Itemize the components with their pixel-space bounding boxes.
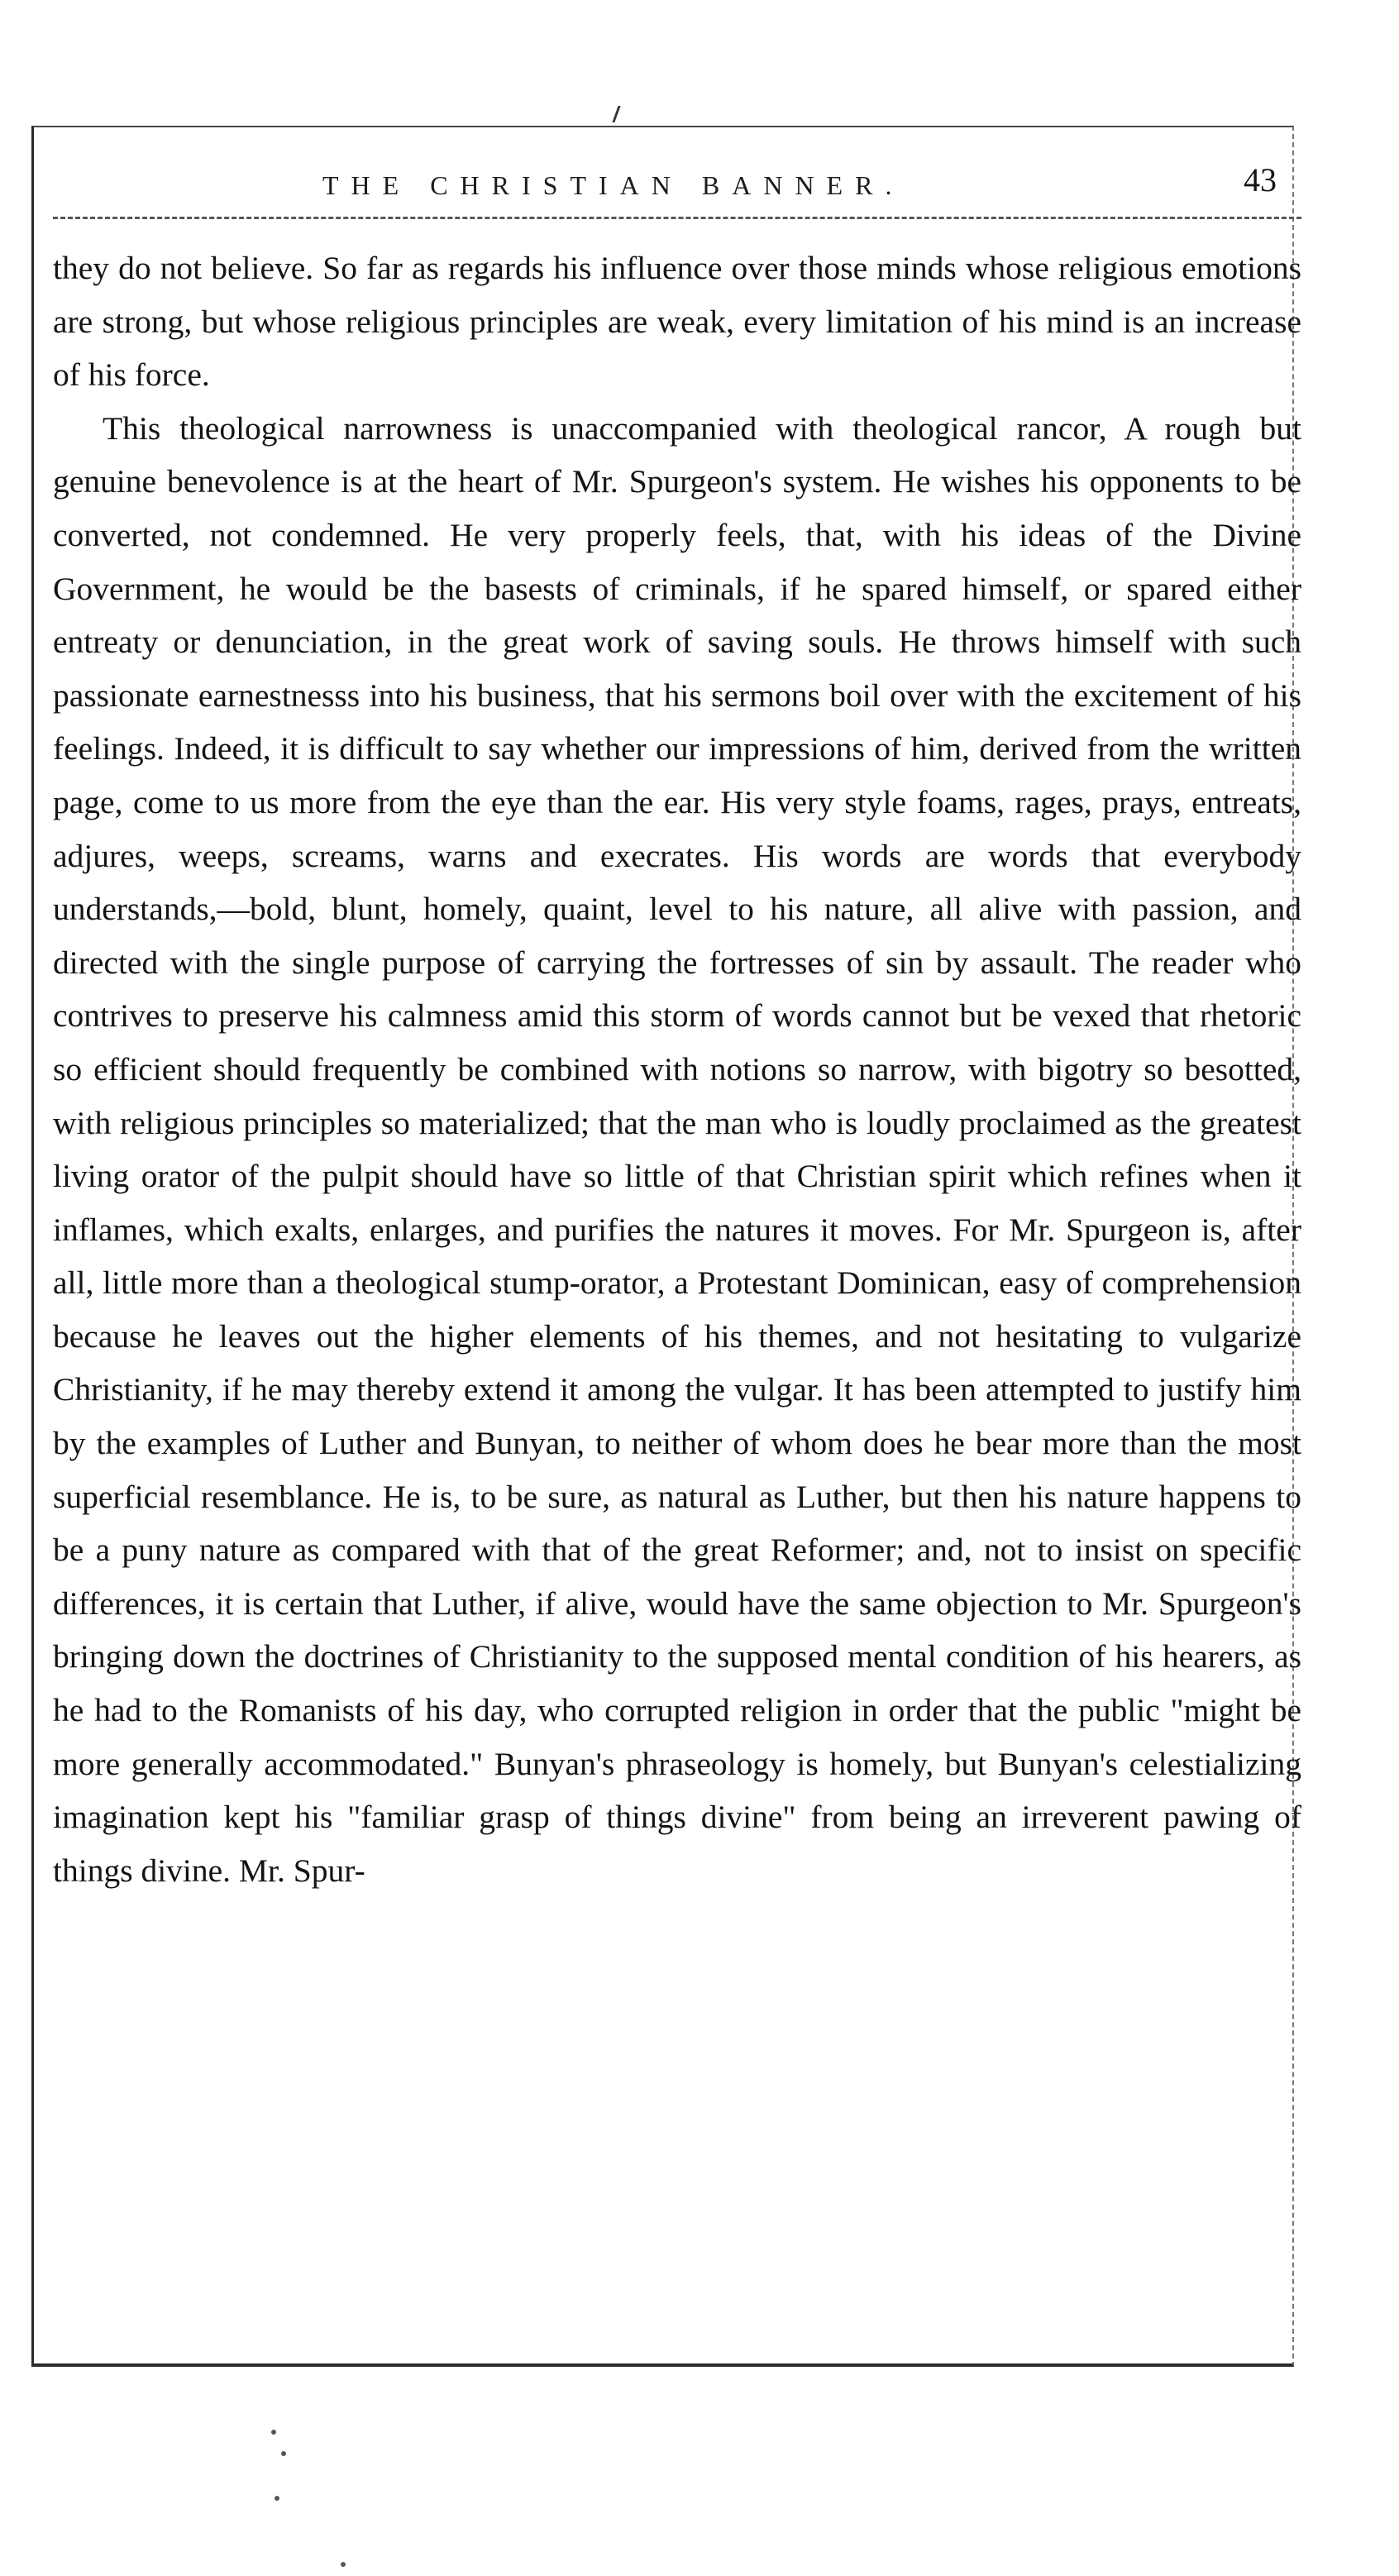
page-number: 43 <box>1244 161 1277 198</box>
speck <box>281 2451 286 2456</box>
speck <box>341 2562 346 2567</box>
speck <box>275 2496 279 2501</box>
binding-mark <box>594 106 620 122</box>
running-title: THE CHRISTIAN BANNER. <box>322 170 905 200</box>
page-header <box>83 155 1306 205</box>
body-text <box>53 241 1301 1897</box>
paragraph: This theological narrowness is unaccompanied with theological rancor, A rough but genuine benevolence is at the heart of Mr. Spurgeon's system. He wishes his opponents to be converted, not condemned. He very properly feels, that, with his ideas of the Divine Government, he would be the basests of criminals, if he spared himself, or spared either entreaty or denunciation, in the great work of saving souls. He throws himself with such passionate earnestnesss into his business, that his sermons boil over with the excitement of his feelings. Indeed, it is difficult to say whether our impressions of him, derived from the written page, come to us more from the eye than the ear. His very style foams, rages, prays, entreats, adjures, weeps, screams, warns and execrates. His words are words that everybody understands,—bold, blunt, homely, quaint, level to his nature, all alive with passion, and directed with the single purpose of carrying the fortresses of sin by assault. The reader who contrives to preserve his calmness amid this storm of words cannot but be vexed that rhetoric so efficient should frequently be combined with notions so narrow, with bigotry so besotted, with religious principles so materialized; that the man who is loudly proclaimed as the greatest living orator of the pulpit should have so little of that Christian spirit which refines when it inflames, which exalts, enlarges, and purifies the natures it moves. For Mr. Spurgeon is, after all, little more than a theological stump-orator, a Protestant Dominican, easy of comprehension because he leaves out the higher elements of his themes, and not hesitating to vulgarize Christianity, if he may thereby extend it among the vulgar. It has been attempted to justify him by the examples of Luther and Bunyan, to neither of whom does he bear more than the most superficial resemblance. He is, to be sure, as natural as Luther, but then his nature happens to be a puny nature as compared with that of the great Reformer; and, not to insist on specific differences, it is certain that Luther, if alive, would have the same objection to Mr. Spurgeon's bringing down the doctrines of Christianity to the supposed mental condition of his hearers, as he had to the Romanists of his day, who corrupted religion in order that the public "might be more generally accommodated." Bunyan's phraseology is homely, but Bunyan's celestializing imagination kept his "familiar grasp of things divine" from being an irreverent pawing of things divine. Mr. Spur- <box>53 409 1301 1889</box>
speck <box>271 2430 276 2435</box>
paragraph-continuation: they do not believe. So far as regards his influence over those minds whose religious emotions are strong, but whose religious principles are weak, every limitation of his mind is an increase of his force. <box>53 250 1301 394</box>
header-rule <box>53 217 1301 219</box>
